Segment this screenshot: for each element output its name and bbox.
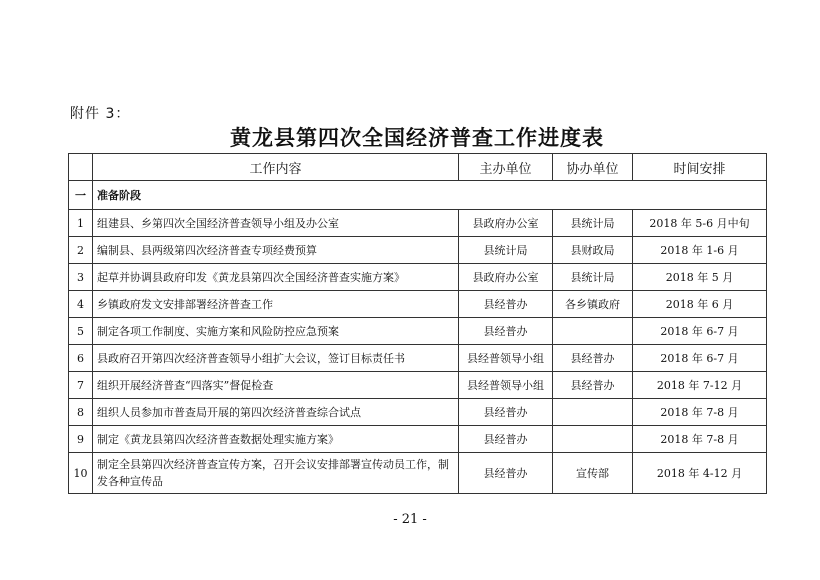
- table-row: [69, 237, 767, 264]
- stage-label: 准备阶段: [93, 181, 767, 210]
- progress-table: [68, 153, 767, 494]
- row-schedule: 2018 年 1-6 月: [633, 237, 767, 264]
- attachment-label: 附件 3：: [70, 106, 131, 122]
- row-number: 6: [69, 345, 93, 372]
- row-content: 制定各项工作制度、实施方案和风险防控应急预案: [93, 318, 459, 345]
- row-number: 5: [69, 318, 93, 345]
- header-schedule: 时间安排: [633, 154, 767, 181]
- row-number: 1: [69, 210, 93, 237]
- document-title: 黄龙县第四次全国经济普查工作进度表: [230, 125, 604, 150]
- row-lead-unit: 县经普办: [459, 291, 553, 318]
- row-assist-unit: 县经普办: [553, 345, 633, 372]
- row-lead-unit: 县政府办公室: [459, 210, 553, 237]
- row-schedule: 2018 年 7-8 月: [633, 399, 767, 426]
- row-lead-unit: 县经普领导小组: [459, 372, 553, 399]
- row-content: 组织人员参加市普查局开展的第四次经济普查综合试点: [93, 399, 459, 426]
- row-number: 10: [69, 453, 93, 494]
- table-header-row: [69, 154, 767, 181]
- stage-number: 一: [69, 181, 93, 210]
- row-content: 制定《黄龙县第四次经济普查数据处理实施方案》: [93, 426, 459, 453]
- row-lead-unit: 县经普领导小组: [459, 345, 553, 372]
- row-content: 组建县、乡第四次全国经济普查领导小组及办公室: [93, 210, 459, 237]
- table-row: [69, 264, 767, 291]
- header-no: [69, 154, 93, 181]
- row-content: 起草并协调县政府印发《黄龙县第四次全国经济普查实施方案》: [93, 264, 459, 291]
- row-schedule: 2018 年 5-6 月中旬: [633, 210, 767, 237]
- header-lead-unit: 主办单位: [459, 154, 553, 181]
- stage-row: [69, 181, 767, 210]
- row-schedule: 2018 年 6 月: [633, 291, 767, 318]
- row-assist-unit: [553, 426, 633, 453]
- row-content: 制定全县第四次经济普查宣传方案，召开会议安排部署宣传动员工作，制发各种宣传品: [93, 453, 459, 494]
- row-schedule: 2018 年 6-7 月: [633, 318, 767, 345]
- table-row: [69, 399, 767, 426]
- row-content: 组织开展经济普查“四落实”督促检查: [93, 372, 459, 399]
- row-number: 8: [69, 399, 93, 426]
- row-schedule: 2018 年 4-12 月: [633, 453, 767, 494]
- row-number: 2: [69, 237, 93, 264]
- row-assist-unit: 各乡镇政府: [553, 291, 633, 318]
- row-assist-unit: 宣传部: [553, 453, 633, 494]
- row-lead-unit: 县经普办: [459, 453, 553, 494]
- row-assist-unit: 县统计局: [553, 264, 633, 291]
- table-row: [69, 210, 767, 237]
- row-lead-unit: 县统计局: [459, 237, 553, 264]
- row-content: 县政府召开第四次经济普查领导小组扩大会议，签订目标责任书: [93, 345, 459, 372]
- row-content: 乡镇政府发文安排部署经济普查工作: [93, 291, 459, 318]
- row-schedule: 2018 年 6-7 月: [633, 345, 767, 372]
- row-assist-unit: [553, 399, 633, 426]
- row-assist-unit: 县财政局: [553, 237, 633, 264]
- table-row: [69, 318, 767, 345]
- row-schedule: 2018 年 5 月: [633, 264, 767, 291]
- row-number: 3: [69, 264, 93, 291]
- row-number: 7: [69, 372, 93, 399]
- row-schedule: 2018 年 7-12 月: [633, 372, 767, 399]
- row-assist-unit: [553, 318, 633, 345]
- page-number: - 21 -: [393, 512, 427, 527]
- row-number: 4: [69, 291, 93, 318]
- header-assist-unit: 协办单位: [553, 154, 633, 181]
- row-lead-unit: 县政府办公室: [459, 264, 553, 291]
- row-assist-unit: 县经普办: [553, 372, 633, 399]
- row-lead-unit: 县经普办: [459, 426, 553, 453]
- table-row: [69, 453, 767, 494]
- table-row: [69, 291, 767, 318]
- table-row: [69, 426, 767, 453]
- row-lead-unit: 县经普办: [459, 318, 553, 345]
- row-content: 编制县、县两级第四次经济普查专项经费预算: [93, 237, 459, 264]
- header-content: 工作内容: [93, 154, 459, 181]
- row-assist-unit: 县统计局: [553, 210, 633, 237]
- row-lead-unit: 县经普办: [459, 399, 553, 426]
- table-row: [69, 345, 767, 372]
- row-schedule: 2018 年 7-8 月: [633, 426, 767, 453]
- row-number: 9: [69, 426, 93, 453]
- table-row: [69, 372, 767, 399]
